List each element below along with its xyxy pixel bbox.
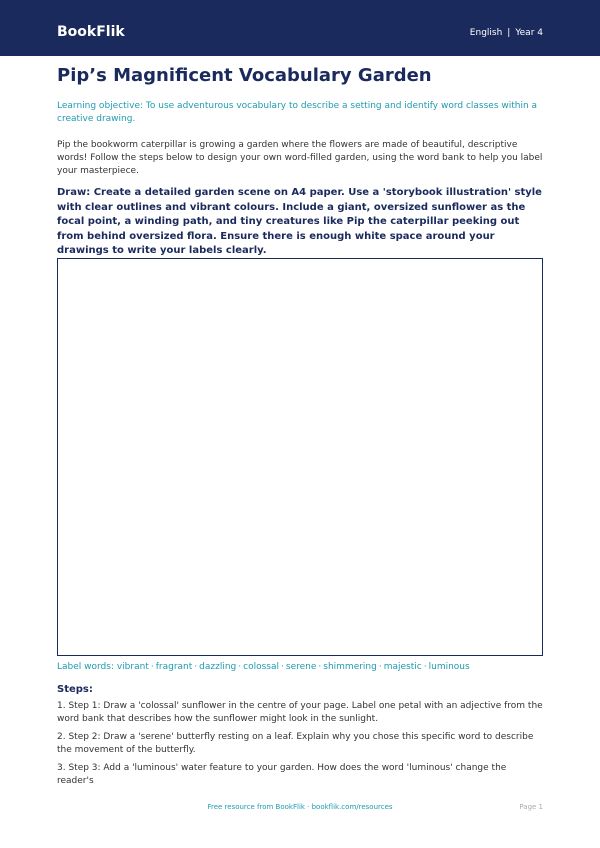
meta-separator: | — [507, 28, 511, 38]
page-title: Pip’s Magnificent Vocabulary Garden — [57, 65, 432, 86]
word-separator: · — [281, 662, 284, 672]
word-bank-word: luminous — [428, 662, 470, 672]
header-bar — [0, 0, 600, 56]
brand-logo[interactable]: BookFlik — [57, 24, 125, 40]
word-separator: · — [423, 662, 427, 672]
word-separator: · — [238, 662, 242, 672]
intro-paragraph: Pip the bookworm caterpillar is growing a garden where the flowers are made of beautiful, descriptive words! Follow the steps below to design your own word-filled garden, using the word bank to help you label your masterpiece. — [57, 140, 543, 176]
subject-year-label — [470, 28, 543, 39]
word-bank-word: dazzling — [199, 662, 237, 672]
drawing-area[interactable] — [57, 258, 543, 656]
page-footer — [0, 802, 600, 814]
word-separator: · — [378, 662, 382, 672]
steps-heading: Steps: — [57, 684, 93, 695]
word-bank-prefix: Label words: — [57, 662, 114, 672]
step-item: 1. Step 1: Draw a 'colossal' sunflower in the centre of your page. Label one petal with an adjective from the word bank that describes how the sunflower might look in the sunlight. — [57, 701, 543, 724]
steps-list — [57, 700, 543, 786]
word-bank-word: serene — [285, 662, 317, 672]
word-bank-word: fragrant — [155, 662, 193, 672]
step-item: 3. Step 3: Add a 'luminous' water feature to your garden. How does the word 'luminous' change the reader's — [57, 763, 507, 786]
draw-instruction: Draw: Create a detailed garden scene on A4 paper. Use a 'storybook illustration' style with clear outlines and vibrant colours. Include a giant, oversized sunflower as the focal point, a winding path, and tiny creatures like Pip the caterpillar peeking out from behind oversized flora. Ensure there is enough white space around your drawings to write your labels clearly. — [57, 187, 542, 256]
word-separator: · — [318, 662, 322, 672]
footer-credit[interactable]: Free resource from BookFlik · bookflik.com/resources — [207, 803, 393, 811]
word-bank-word: majestic — [383, 662, 422, 672]
word-bank-word: colossal — [243, 662, 279, 672]
subject-label: English — [469, 28, 503, 38]
word-separator: · — [150, 662, 154, 672]
word-bank-word: shimmering — [323, 662, 377, 672]
learning-objective: Learning objective: To use adventurous vocabulary to describe a setting and identify word classes within a creative drawing. — [57, 101, 538, 124]
year-label: Year 4 — [515, 28, 543, 38]
word-bank-word: vibrant — [116, 662, 149, 672]
word-bank — [57, 662, 543, 673]
step-item: 2. Step 2: Draw a 'serene' butterfly resting on a leaf. Explain why you chose this specific word to describe the movement of the butterfly. — [57, 732, 534, 755]
word-separator: · — [194, 662, 198, 672]
page-number: Page 1 — [519, 803, 543, 811]
